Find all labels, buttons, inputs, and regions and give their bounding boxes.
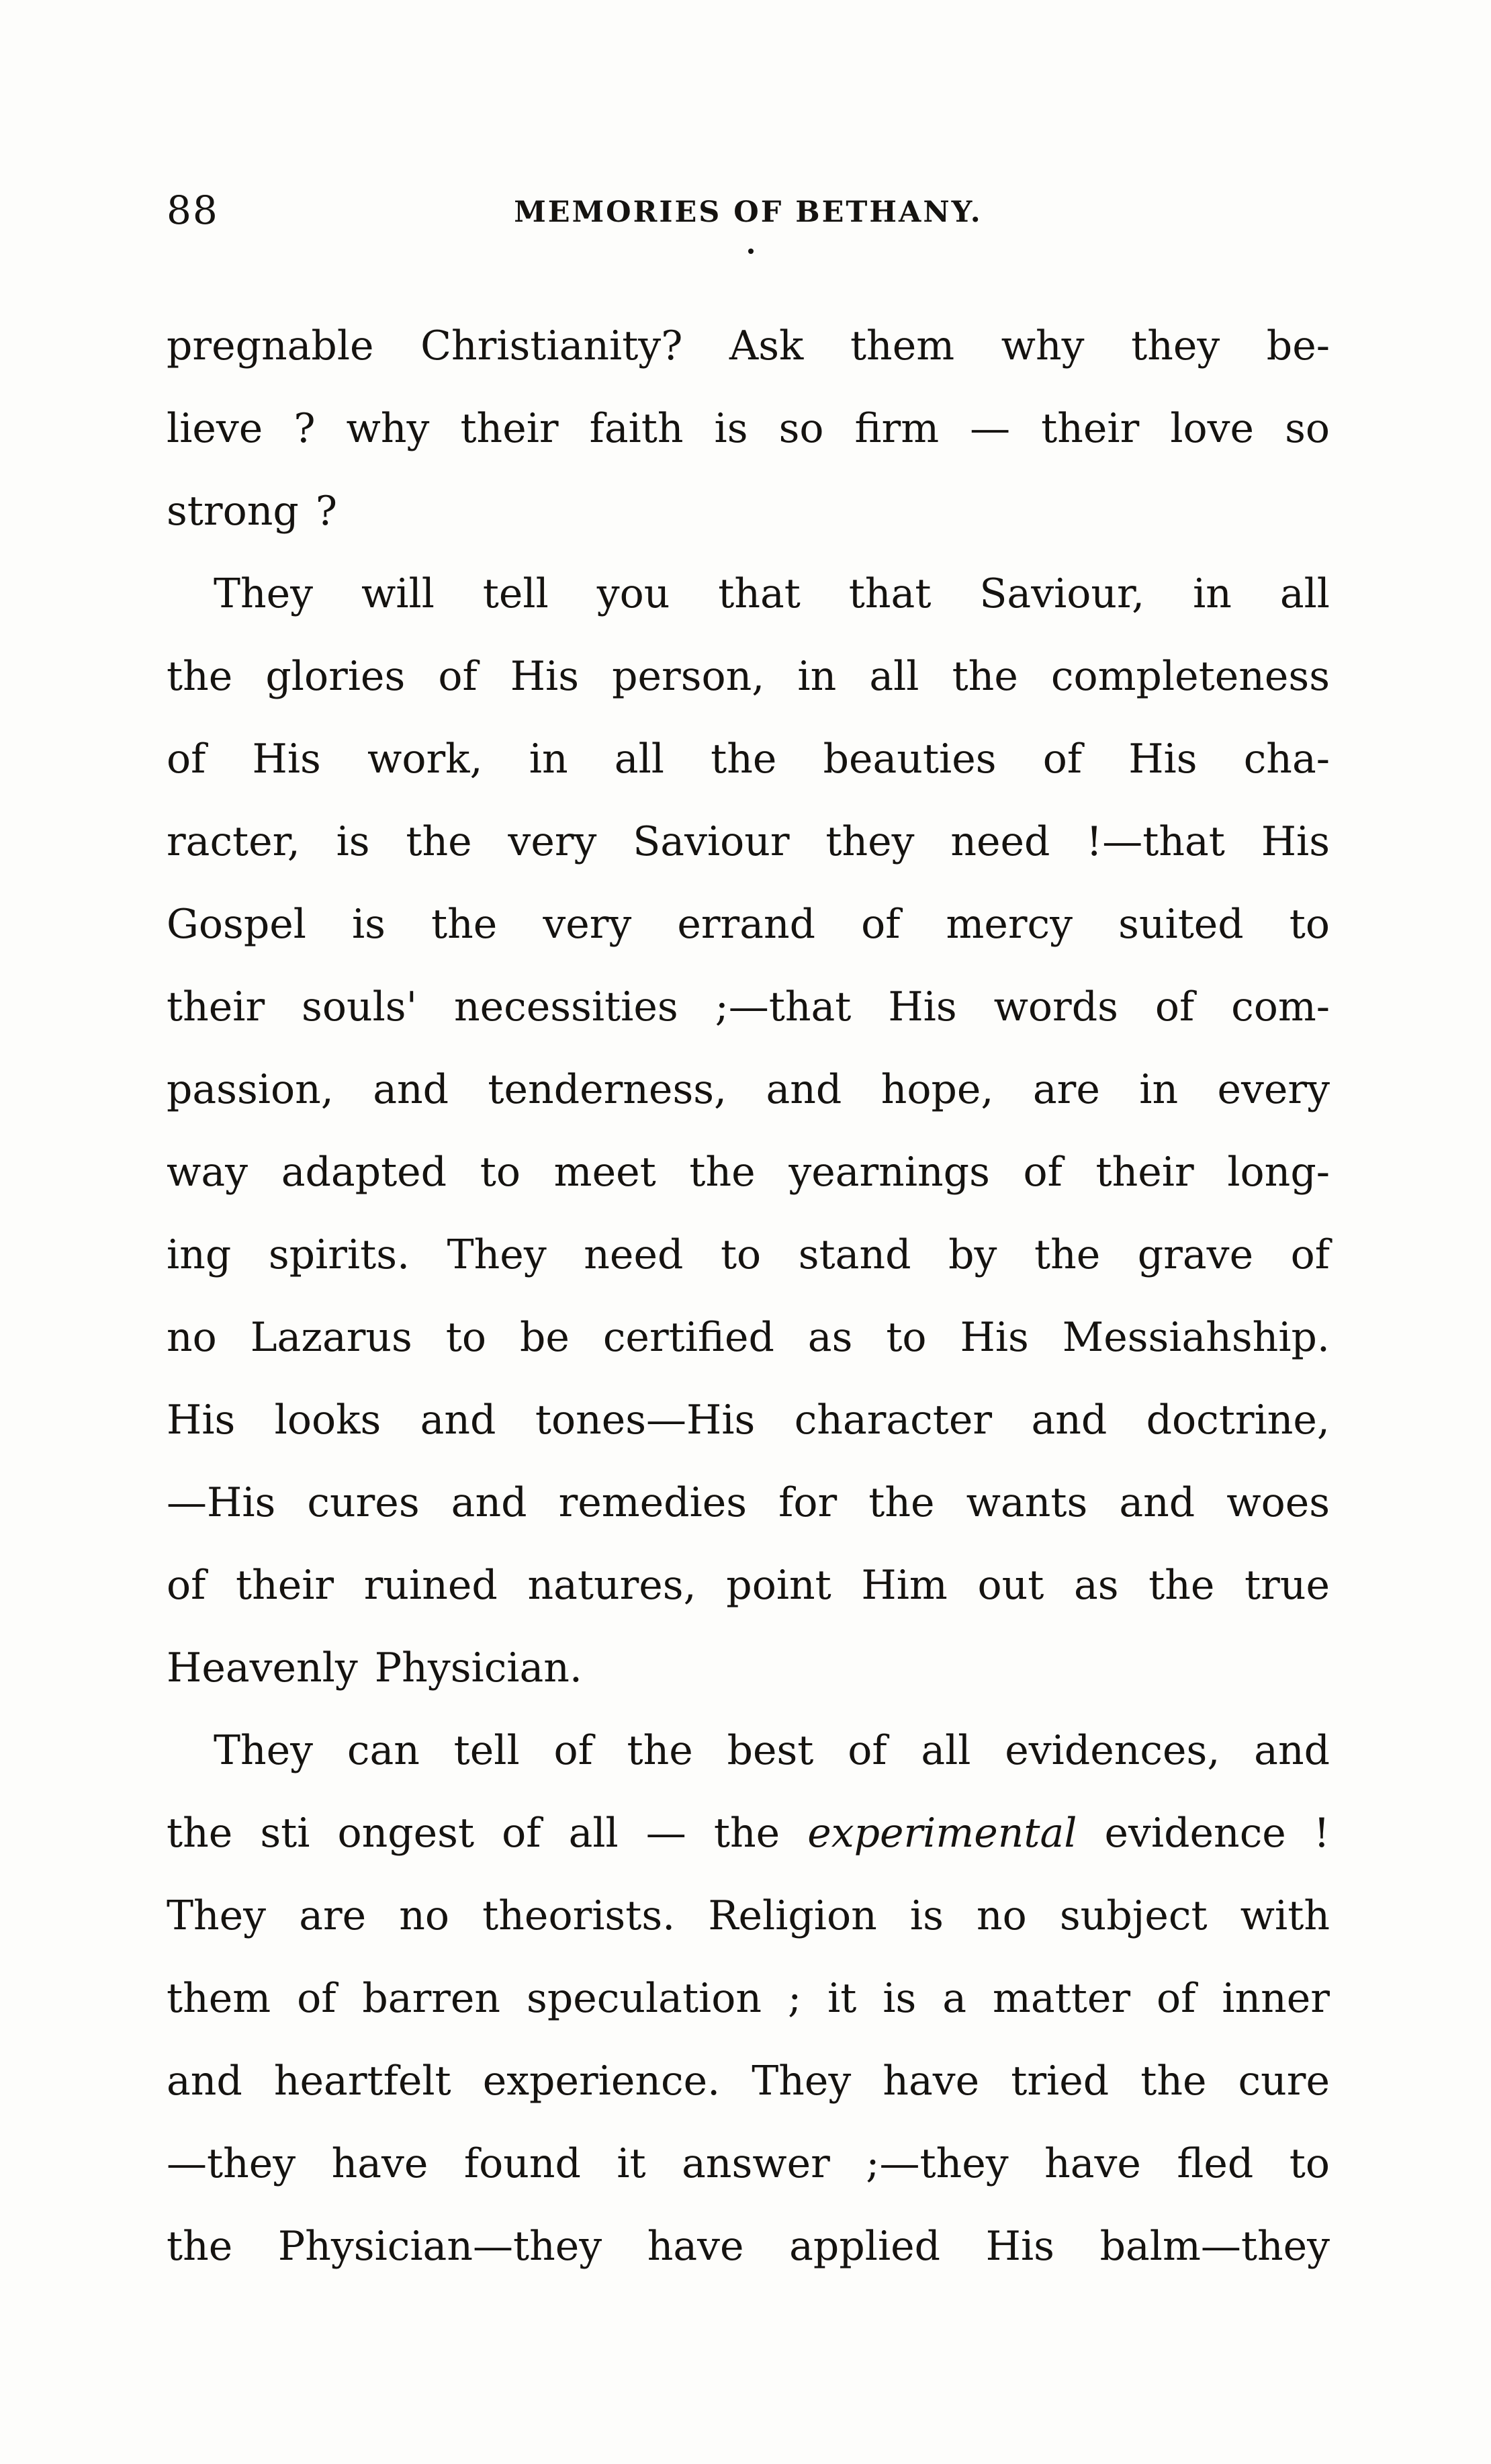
text-line: His looks and tones—His character and doctrine,: [167, 1397, 1330, 1444]
text-line: of their ruined natures, point Him out as the true: [167, 1562, 1330, 1609]
text-block: [167, 305, 1330, 2288]
text-line: —His cures and remedies for the wants and woes: [167, 1479, 1330, 1526]
text-line: They can tell of the best of all evidences, and: [214, 1727, 1330, 1774]
page-content: [167, 180, 1330, 2288]
text-line: way adapted to meet the yearnings of their long-: [167, 1149, 1330, 1196]
text-line: pregnable Christianity? Ask them why they be-: [167, 322, 1330, 369]
text-line: the glories of His person, in all the completeness: [167, 653, 1330, 700]
running-header-title: MEMORIES OF BETHANY.: [514, 195, 983, 229]
text-line: and heartfelt experience. They have tried the cure: [167, 2058, 1330, 2105]
text-line: them of barren speculation ; it is a matter of inner: [167, 1975, 1330, 2022]
text-line: —they have found it answer ;—they have fled to: [167, 2140, 1330, 2187]
header-ornament-dot: [748, 249, 754, 254]
text-line: of His work, in all the beauties of His cha-: [167, 736, 1330, 783]
text-line: They are no theorists. Religion is no subject with: [167, 1892, 1330, 1939]
text-line: racter, is the very Saviour they need !—that His: [167, 818, 1330, 865]
text-line: passion, and tenderness, and hope, are in every: [167, 1066, 1330, 1113]
text-line: no Lazarus to be certified as to His Messiahship.: [167, 1314, 1330, 1361]
text-line: Gospel is the very errand of mercy suited to: [167, 901, 1330, 948]
text-line: the sti ongest of all — the experimental evidence !: [167, 1810, 1330, 1857]
page-number: 88: [167, 187, 219, 233]
text-line: They will tell you that that Saviour, in all: [214, 570, 1330, 617]
text-line: lieve ? why their faith is so firm — their love so: [167, 405, 1330, 452]
text-line: ing spirits. They need to stand by the grave of: [167, 1231, 1330, 1278]
text-line: strong ?: [167, 488, 337, 535]
running-header: [167, 180, 1330, 240]
text-line: the Physician—they have applied His balm—they: [167, 2223, 1330, 2270]
text-line: their souls' necessities ;—that His words of com-: [167, 983, 1330, 1030]
text-line: Heavenly Physician.: [167, 1644, 582, 1691]
